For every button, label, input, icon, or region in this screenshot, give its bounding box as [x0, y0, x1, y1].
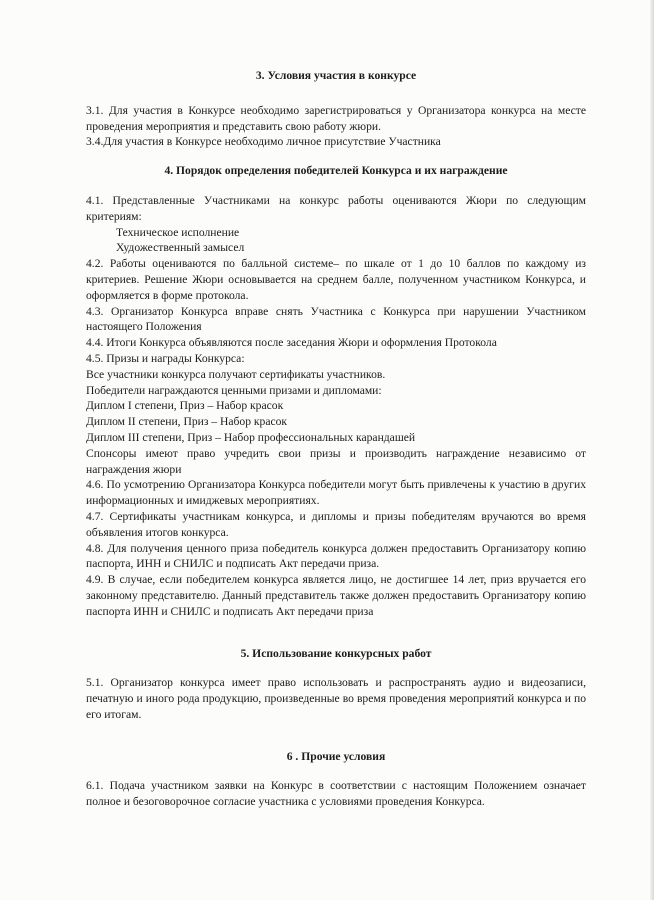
- diploma-3: Диплом III степени, Приз – Набор профессиональных карандашей: [86, 430, 416, 444]
- paragraph-4-5: 4.5. Призы и награды Конкурса:: [86, 351, 245, 365]
- section-5-heading: 5. Использование конкурсных работ: [240, 646, 432, 660]
- paragraph-4-1: 4.1. Представленные Участниками на конкурс работы оцениваются Жюри по следующим критериям:: [86, 193, 586, 223]
- diploma-2: Диплом II степени, Приз – Набор красок: [86, 415, 288, 429]
- paragraph-6-1: 6.1. Подача участником заявки на Конкурс в соответствии с настоящим Положением означает полное и безоговорочное согласие участника с условиями проведения Конкурса.: [86, 779, 586, 809]
- paragraph-4-4: 4.4. Итоги Конкурса объявляются после заседания Жюри и оформления Протокола: [86, 336, 497, 350]
- paragraph-4-5-participants: Все участники конкурса получают сертификаты участников.: [86, 367, 386, 381]
- paragraph-4-9: 4.9. В случае, если победителем конкурса является лицо, не достигшее 14 лет, приз вручается его законному представителю. Данный представитель также должен предоставить Организатору копию паспорта ИНН и СНИЛС и подписать Акт передачи приза: [86, 573, 586, 618]
- paragraph-3-1: 3.1. Для участия в Конкурсе необходимо зарегистрироваться у Организатора конкурса на месте проведения мероприятия и представить свою работу жюри.: [86, 103, 586, 133]
- page-edge-shadow: [650, 0, 654, 900]
- criterion-artistic: Художественный замысел: [116, 241, 245, 255]
- paragraph-4-6: 4.6. По усмотрению Организатора Конкурса победители могут быть привлечены к участию в других информационных и имиджевых мероприятиях.: [86, 478, 586, 508]
- paragraph-4-3: 4.3. Организатор Конкурса вправе снять Участника с Конкурса при нарушении Участником настоящего Положения: [86, 304, 586, 334]
- document-body: [86, 68, 586, 810]
- diploma-1: Диплом I степени, Приз – Набор красок: [86, 399, 284, 413]
- paragraph-sponsors: Спонсоры имеют право учредить свои призы и производить награждение независимо от награждения жюри: [86, 446, 586, 476]
- criterion-technical: Техническое исполнение: [116, 225, 240, 239]
- paragraph-3-4: 3.4.Для участия в Конкурсе необходимо личное присутствие Участника: [86, 135, 441, 149]
- paragraph-4-5-winners: Победители награждаются ценными призами и дипломами:: [86, 383, 382, 397]
- section-4-heading: 4. Порядок определения победителей Конкурса и их награждение: [164, 164, 508, 178]
- paragraph-4-2: 4.2. Работы оцениваются по балльной системе– по шкале от 1 до 10 баллов по каждому из критериев. Решение Жюри основывается на среднем балле, полученном участником Конкурса, и оформляется в форме протокола.: [86, 257, 586, 302]
- section-3-heading: 3. Условия участия в конкурсе: [255, 69, 417, 82]
- paragraph-4-8: 4.8. Для получения ценного приза победитель конкурса должен предоставить Организатору копию паспорта, ИНН и СНИЛС и подписать Акт передачи приза.: [86, 541, 586, 571]
- paragraph-5-1: 5.1. Организатор конкурса имеет право использовать и распространять аудио и видеозаписи, печатную и иного рода продукцию, произведенные во время проведения мероприятий конкурса и по его итогам.: [86, 676, 586, 721]
- paragraph-4-7: 4.7. Сертификаты участникам конкурса, и дипломы и призы победителям вручаются во время объявления итогов конкурса.: [86, 509, 586, 539]
- section-6-heading: 6 . Прочие условия: [286, 749, 386, 763]
